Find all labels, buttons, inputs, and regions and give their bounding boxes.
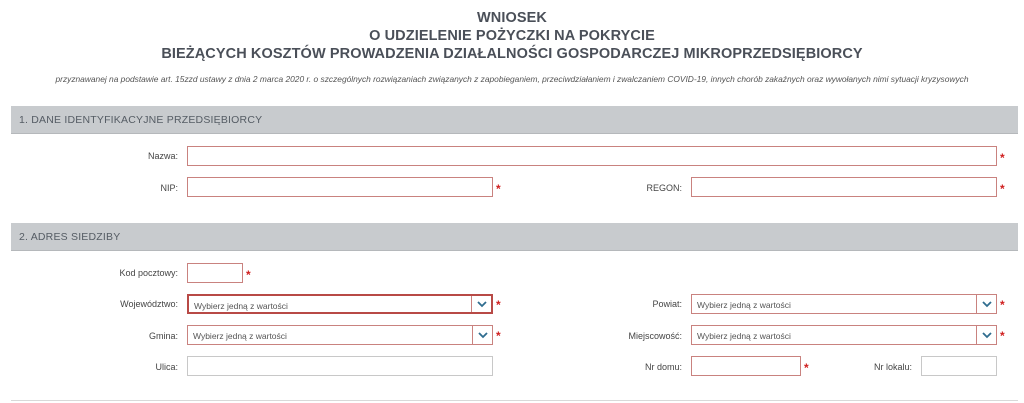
required-marker: * <box>1000 329 1005 343</box>
required-marker: * <box>496 329 501 343</box>
wojewodztwo-label: Województwo: <box>120 299 178 309</box>
required-marker: * <box>1000 151 1005 165</box>
powiat-value: Wybierz jedną z wartości <box>697 300 791 310</box>
section-title: 2. ADRES SIEDZIBY <box>19 231 121 243</box>
nr-lokalu-label: Nr lokalu: <box>873 362 912 372</box>
nazwa-label: Nazwa: <box>147 151 178 161</box>
nip-input[interactable] <box>187 177 493 197</box>
form-subtitle: przyznawanej na podstawie art. 15zzd ustawy z dnia 2 marca 2020 r. o szczególnych rozwiązaniach związanych z zapobieganiem, przeciwdziałaniem i zwalczaniem COVID-19, innych chorób zakaźnych oraz wywołanych nimi sytuacji kryzysowych <box>55 74 969 84</box>
section-header-identification <box>11 106 1018 134</box>
required-marker: * <box>246 268 251 282</box>
form-title-line1: WNIOSEK <box>477 10 547 26</box>
ulica-label: Ulica: <box>155 362 178 372</box>
nazwa-input[interactable] <box>187 146 997 166</box>
chevron-down-icon[interactable] <box>976 326 996 344</box>
nr-domu-input[interactable] <box>691 356 801 376</box>
nip-label: NIP: <box>160 183 178 193</box>
chevron-down-icon[interactable] <box>472 326 492 344</box>
miejscowosc-label: Miejscowość: <box>628 331 682 341</box>
kod-pocztowy-label: Kod pocztowy: <box>119 268 178 278</box>
nr-lokalu-input[interactable] <box>921 356 997 376</box>
powiat-label: Powiat: <box>652 299 682 309</box>
wojewodztwo-value: Wybierz jedną z wartości <box>194 301 288 311</box>
form-title-line3: BIEŻĄCYCH KOSZTÓW PROWADZENIA DZIAŁALNOŚCI GOSPODARCZEJ MIKROPRZEDSIĘBIORCY <box>161 46 863 62</box>
powiat-select[interactable] <box>691 294 997 314</box>
ulica-input[interactable] <box>187 356 493 376</box>
regon-input[interactable] <box>691 177 997 197</box>
required-marker: * <box>804 361 809 375</box>
kod-pocztowy-input[interactable] <box>187 263 243 283</box>
divider <box>11 400 1018 401</box>
required-marker: * <box>496 298 501 312</box>
gmina-select[interactable] <box>187 325 493 345</box>
chevron-down-icon[interactable] <box>976 295 996 313</box>
section-header-address <box>11 223 1018 251</box>
miejscowosc-value: Wybierz jedną z wartości <box>697 331 791 341</box>
gmina-label: Gmina: <box>148 331 178 341</box>
required-marker: * <box>1000 298 1005 312</box>
regon-label: REGON: <box>646 183 682 193</box>
wojewodztwo-select[interactable] <box>187 294 493 314</box>
form-title-line2: O UDZIELENIE POŻYCZKI NA POKRYCIE <box>369 28 655 44</box>
chevron-down-icon[interactable] <box>471 296 491 312</box>
gmina-value: Wybierz jedną z wartości <box>193 331 287 341</box>
required-marker: * <box>496 182 501 196</box>
required-marker: * <box>1000 182 1005 196</box>
section-title: 1. DANE IDENTYFIKACYJNE PRZEDSIĘBIORCY <box>19 114 263 126</box>
nr-domu-label: Nr domu: <box>644 362 682 372</box>
miejscowosc-select[interactable] <box>691 325 997 345</box>
